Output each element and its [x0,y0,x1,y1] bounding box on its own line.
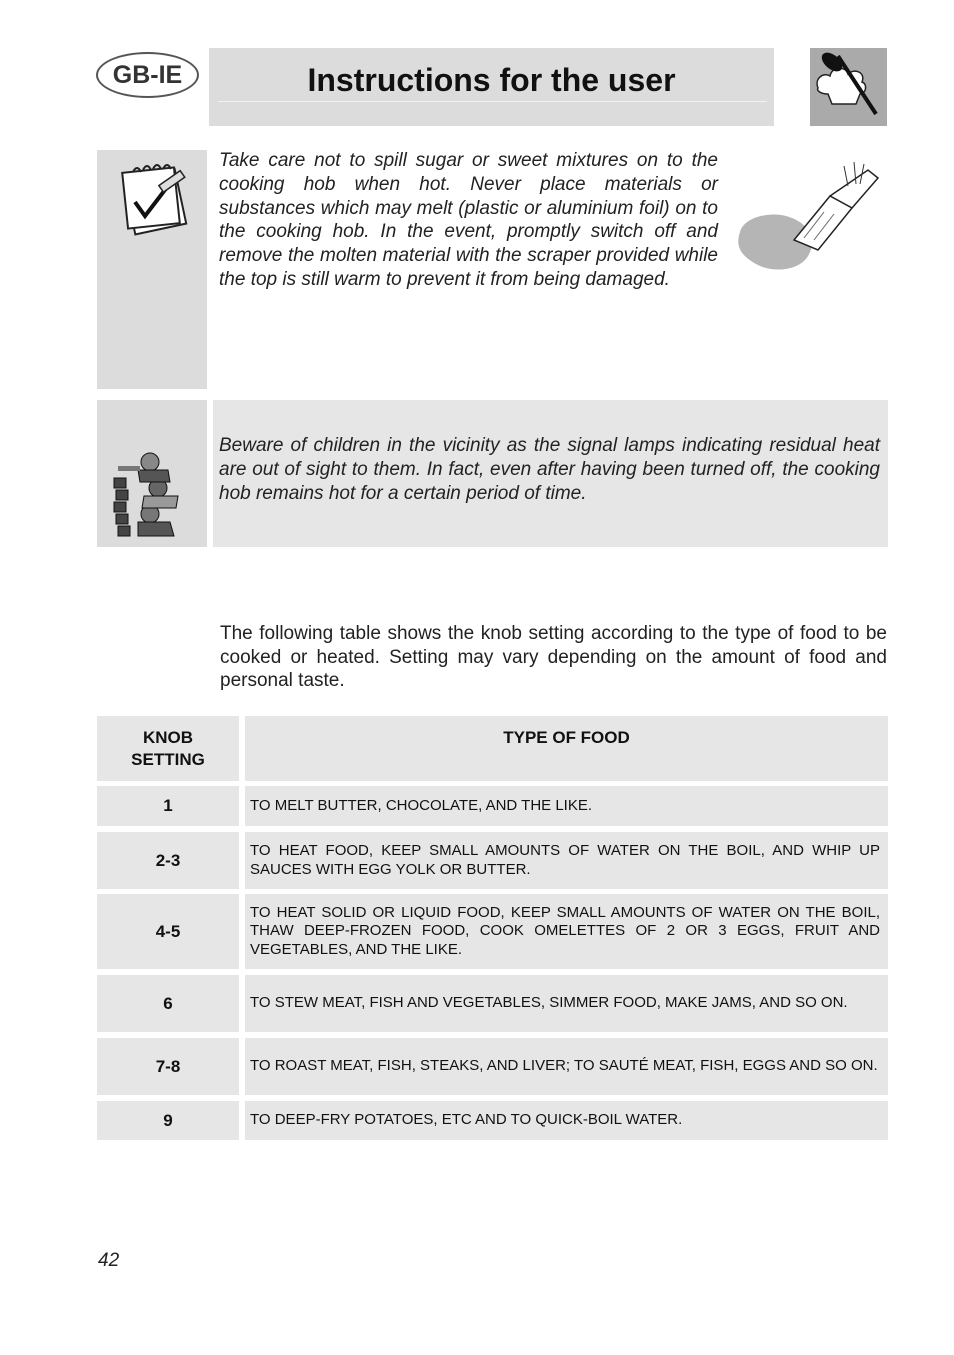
caution-text-children: Beware of children in the vicinity as the signal lamps indicating residual heat are out of sight to them. In fact, even after having been turned off, the cooking hob remains hot for a certain period of time. [219,435,880,504]
table-row-knob: 1 [97,786,239,826]
table-row-food: TO DEEP-FRY POTATOES, ETC AND TO QUICK-BOIL WATER. [245,1101,888,1140]
chef-hat-spoon-icon [810,48,887,126]
header-type-of-food: TYPE OF FOOD [245,716,888,781]
table-row-food: TO HEAT SOLID OR LIQUID FOOD, KEEP SMALL AMOUNTS OF WATER ON THE BOIL, THAW DEEP-FROZEN FOOD, COOK OMELETTES OF 2 OR 3 EGGS, FRUIT AND VEGETABLES, AND THE LIKE. [245,894,888,969]
title-divider [218,101,767,102]
note-sidebar [97,150,207,389]
table-row-food: TO STEW MEAT, FISH AND VEGETABLES, SIMMER FOOD, MAKE JAMS, AND SO ON. [245,975,888,1032]
table-row-knob: 7-8 [97,1038,239,1095]
table-row-food: TO MELT BUTTER, CHOCOLATE, AND THE LIKE. [245,786,888,826]
language-badge: GB-IE [96,52,199,98]
table-row-food: TO HEAT FOOD, KEEP SMALL AMOUNTS OF WATER ON THE BOIL, AND WHIP UP SAUCES WITH EGG YOLK OR BUTTER. [245,832,888,889]
table-row-food: TO ROAST MEAT, FISH, STEAKS, AND LIVER; TO SAUTÉ MEAT, FISH, EGGS AND SO ON. [245,1038,888,1095]
table-row-knob: 4-5 [97,894,239,969]
table-row-knob: 9 [97,1101,239,1140]
notepad-check-icon [113,160,191,243]
page-title: Instructions for the user [307,62,676,98]
table-intro: The following table shows the knob setting according to the type of food to be cooked or heated. Setting may vary depending on the amount of food and personal taste. [220,623,887,692]
scraper-icon [734,160,882,280]
header-knob-setting: KNOB SETTING [97,716,239,781]
table-row-knob: 2-3 [97,832,239,889]
table-row-knob: 6 [97,975,239,1032]
children-icon [108,448,200,540]
caution-text-sugar: Take care not to spill sugar or sweet mixtures on to the cooking hob when hot. Never place materials or substances which may melt (plastic or aluminium foil) on to the cooking hob. In the event, promptly switch off and remove the molten material with the scraper provided while the top is still warm to prevent it from being damaged. [219,150,718,290]
page-number: 42 [98,1250,120,1271]
